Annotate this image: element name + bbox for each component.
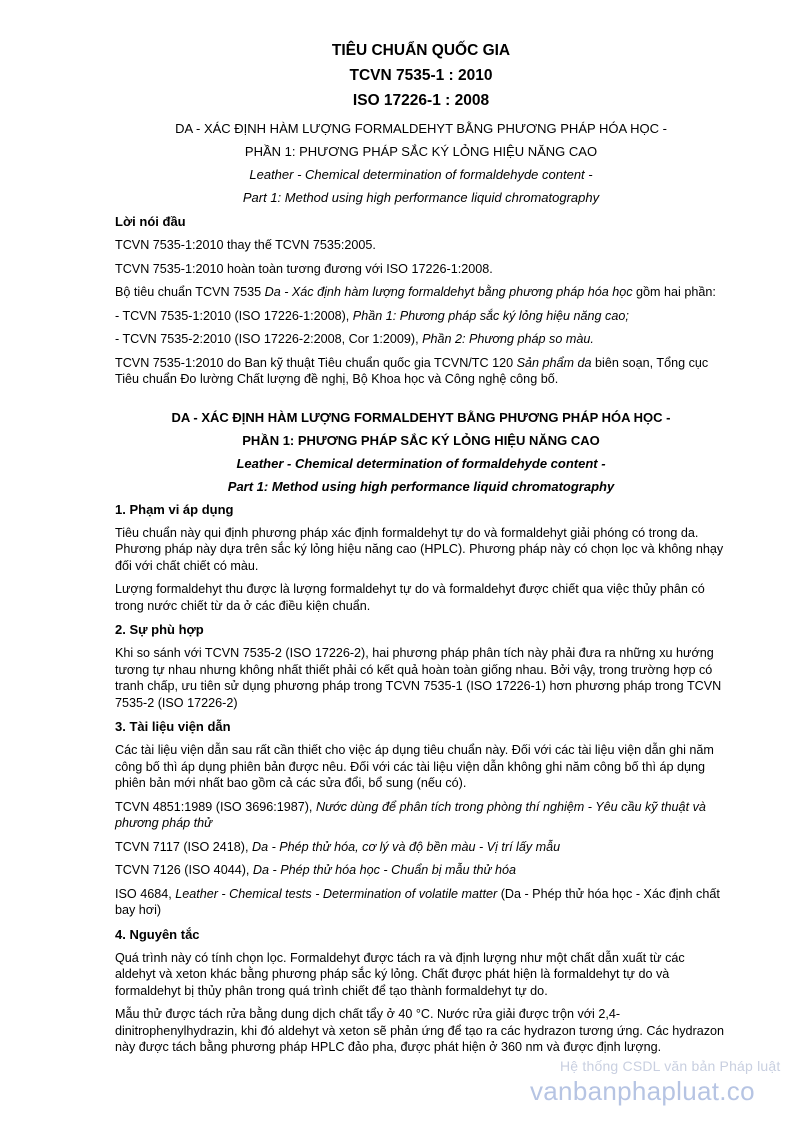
section-4-p2: Mẫu thử được tách rửa bằng dung dịch chất tẩy ở 40 °C. Nước rửa giải được trộn với 2,4-dinitrophenylhydrazin, khi đó aldehyt và xeton sẽ phản ứng để tạo ra các hydrazon tương ứng. Các hydrazon này được tách bằng phương pháp HPLC đảo pha, được phát hiện ở 360 nm và được định lượng. (115, 1007, 725, 1054)
foreword-p4: - TCVN 7535-1:2010 (ISO 17226-1:2008), Phần 1: Phương pháp sắc ký lỏng hiệu năng cao; (115, 308, 629, 323)
section-3-heading: 3. Tài liệu viện dẫn (115, 719, 231, 734)
foreword-heading: Lời nói đầu (115, 214, 186, 229)
section-3-p1: Các tài liệu viện dẫn sau rất cần thiết cho việc áp dụng tiêu chuẩn này. Đối với các tài liệu viện dẫn ghi năm công bố thì áp dụng phiên bản được nêu. Đối với các tài liệu viện dẫn không ghi năm công bố thì áp dụng phiên bản mới nhất bao gồm cả các sửa đổi, bổ sung (nếu có). (115, 743, 714, 790)
section-2-p1: Khi so sánh với TCVN 7535-2 (ISO 17226-2), hai phương pháp phân tích này phải đưa ra những xu hướng tương tự nhau nhưng không nhất thiết phải có kết quả hoàn toàn giống nhau. Bởi vậy, trong trường hợp có tranh chấp, ưu tiên sử dụng phương pháp trong TCVN 7535-1 (ISO 17226-1) hơn phương pháp trong TCVN 7535-2 (ISO 17226-2) (115, 646, 722, 710)
main-title-en-line1: Leather - Chemical determination of formaldehyde content - (236, 455, 606, 471)
reference-1: TCVN 4851:1989 (ISO 3696:1987), Nước dùng để phân tích trong phòng thí nghiệm - Yêu cầu kỹ thuật và phương pháp thử (115, 799, 706, 830)
foreword-p6: TCVN 7535-1:2010 do Ban kỹ thuật Tiêu chuẩn quốc gia TCVN/TC 120 Sản phẩm da biên soạn, Tổng cục Tiêu chuẩn Đo lường Chất lượng đề nghị, Bộ Khoa học và Công nghệ công bố. (115, 355, 709, 386)
section-4-p1: Quá trình này có tính chọn lọc. Formaldehyt được tách ra và định lượng như một chất dẫn xuất từ các aldehyt và xeton khác bằng phương pháp sắc ký lỏng. Chất được phát hiện là formaldehyt tự do và formaldehyt bị thủy phân trong quá trình chiết để tạo thành formaldehyt tự do. (115, 950, 685, 998)
reference-2: TCVN 7117 (ISO 2418), Da - Phép thử hóa, cơ lý và độ bền màu - Vị trí lấy mẫu (115, 839, 561, 854)
tcvn-number: TCVN 7535-1 : 2010 (349, 67, 493, 84)
foreword-p3: Bộ tiêu chuẩn TCVN 7535 Da - Xác định hàm lượng formaldehyt bằng phương pháp hóa học gồm hai phần: (115, 285, 716, 299)
section-2-heading: 2. Sự phù hợp (115, 622, 204, 637)
main-title-en-line2: Part 1: Method using high performance liquid chromatography (227, 478, 615, 494)
title-en-line1: Leather - Chemical determination of formaldehyde content - (249, 167, 593, 182)
iso-number: ISO 17226-1 : 2008 (352, 92, 490, 109)
foreword-p1: TCVN 7535-1:2010 thay thế TCVN 7535:2005. (115, 238, 376, 252)
standard-label: TIÊU CHUẨN QUỐC GIA (331, 42, 511, 59)
section-1-p2: Lượng formaldehyt thu được là lượng formaldehyt tự do và formaldehyt được chiết qua việc thủy phân có trong nước chiết từ da ở các điều kiện chuẩn. (115, 582, 705, 613)
title-en-line2: Part 1: Method using high performance liquid chromatography (242, 190, 600, 205)
title-vi-line1: DA - XÁC ĐỊNH HÀM LƯỢNG FORMALDEHYT BẰNG PHƯƠNG PHÁP HÓA HỌC - (175, 121, 667, 136)
reference-4: ISO 4684, Leather - Chemical tests - Determination of volatile matter (Da - Phép thử hóa học - Xác định chất bay hơi) (115, 886, 720, 917)
watermark-line1: Hệ thống CSDL văn bản Pháp luật (560, 1058, 781, 1074)
foreword-p5: - TCVN 7535-2:2010 (ISO 17226-2:2008, Cor 1:2009), Phần 2: Phương pháp so màu. (115, 332, 594, 346)
document-page (115, 40, 727, 1063)
section-1-p1: Tiêu chuẩn này qui định phương pháp xác định formaldehyt tự do và formaldehyt giải phóng có trong da. Phương pháp này dựa trên sắc ký lỏng hiệu năng cao (HPLC). Phương pháp này có chọn lọc và không nhạy đối với chất chiết có màu. (115, 525, 724, 573)
title-vi-line2: PHẦN 1: PHƯƠNG PHÁP SẮC KÝ LỎNG HIỆU NĂNG CAO (244, 144, 598, 159)
main-title-vi-line1: DA - XÁC ĐỊNH HÀM LƯỢNG FORMALDEHYT BẰNG PHƯƠNG PHÁP HÓA HỌC - (171, 409, 671, 425)
reference-3: TCVN 7126 (ISO 4044), Da - Phép thử hóa học - Chuẩn bị mẫu thử hóa (115, 863, 517, 877)
foreword-p2: TCVN 7535-1:2010 hoàn toàn tương đương với ISO 17226-1:2008. (115, 261, 493, 276)
section-1-heading: 1. Phạm vi áp dụng (115, 501, 234, 517)
section-4-heading: 4. Nguyên tắc (115, 926, 200, 942)
watermark-logo: vanbanphapluat.co (530, 1076, 755, 1106)
main-title-vi-line2: PHẦN 1: PHƯƠNG PHÁP SẮC KÝ LỎNG HIỆU NĂNG CAO (242, 432, 600, 448)
